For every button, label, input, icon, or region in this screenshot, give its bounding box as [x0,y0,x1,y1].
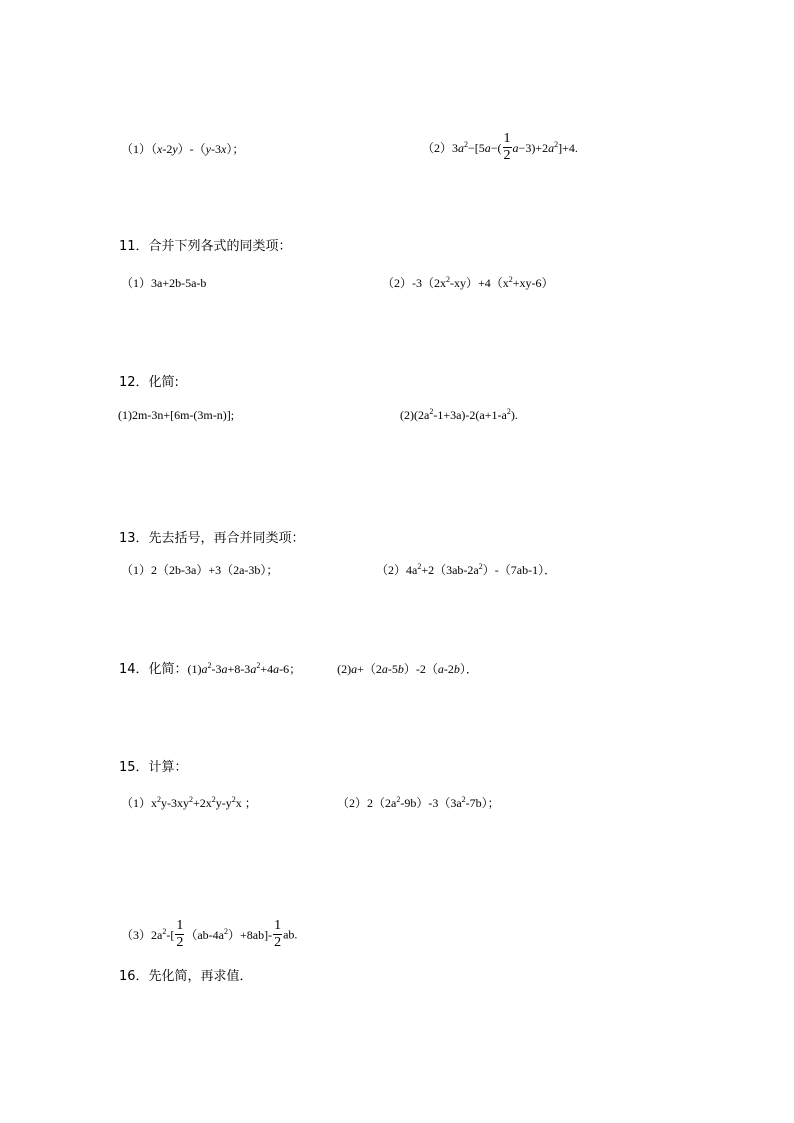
problem-11-part-2: $(2)-3(2x^2-xy)+4(x^2+xy-6)$ [382,275,554,290]
problem-12-heading: 12．化简: [119,375,179,390]
problem-13-part-1: （1）2（2b-3a）+3（2a-3b）； [121,563,279,577]
fraction-one-half: $\frac{1}{2}$ [503,131,511,163]
problem-12-part-1: (1)2m-3n+[6m-(3m-n)]; [118,408,235,422]
problem-13-heading: 13．先去括号，再合并同类项： [119,531,305,546]
problem-16-heading: 16．先化简，再求值． [119,969,253,984]
fraction-one-half: $\frac{1}{2}$ [274,918,282,950]
problem-12-part-2: $(2)(2a^2-1+3a)-2(a+1-a^2)$. [400,407,518,422]
fraction-one-half: $\frac{1}{2}$ [176,918,184,950]
problem-13-part-2: $(2)4a^2+2(3ab-2a^2)-(7ab-1)$． [376,562,557,577]
problem-15-part-1: $(1)x^2y-3xy^2+2x^2y-y^2x$ ； [121,795,257,810]
problem-15-heading: 15．计算： [119,760,188,775]
problem-15-part-2: $(2)2(2a^2-9b)-3(3a^2-7b)$； [337,795,500,810]
problem-11-part-1: （1）3a+2b-5a-b [121,276,207,290]
problem-11-heading: 11．合并下列各式的同类项： [119,239,292,254]
problem-10-part-2: $(2)3a^2-[5a-$( $\frac{1}{2}$ $a-3)+2a^2]+4$. [422,131,578,163]
problem-14: 14．化简：$(1)a^2-3a+8-3a^2+4a-6$； (2)a+（2a-5b）-2（a-2b）． [119,661,478,677]
problem-15-part-3: $(3)2a^2-$[ $\frac{1}{2}$ $(ab-4a^2)+8ab]-$ $\frac{1}{2}$ ab. [121,918,298,950]
problem-10-part-1: （1）（x-2y）-（y-3x）； [121,142,245,156]
